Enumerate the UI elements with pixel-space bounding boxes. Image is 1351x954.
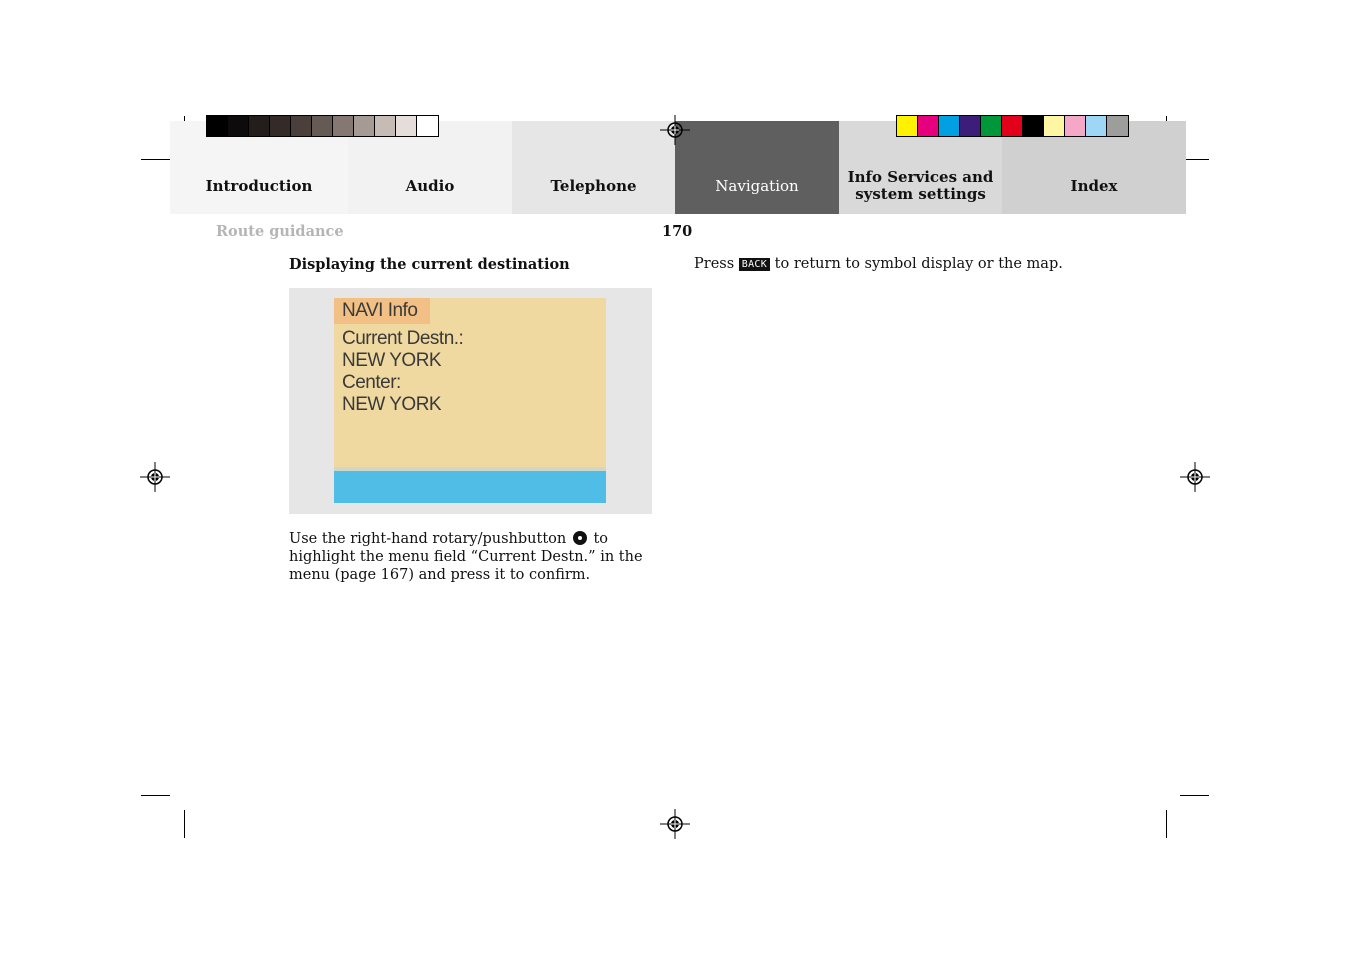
tab-telephone[interactable] bbox=[512, 121, 675, 214]
tab-label: Telephone bbox=[550, 177, 637, 195]
page-number: 170 bbox=[662, 223, 693, 240]
color-swatch bbox=[291, 116, 312, 136]
color-swatch bbox=[1044, 116, 1065, 136]
display-line: Current Destn.: bbox=[342, 328, 464, 349]
back-instruction bbox=[694, 256, 1063, 272]
color-swatch bbox=[918, 116, 939, 136]
tab-label-line2: system settings bbox=[855, 185, 986, 203]
color-swatch bbox=[939, 116, 960, 136]
color-swatch bbox=[207, 116, 228, 136]
color-swatch bbox=[354, 116, 375, 136]
grayscale-swatch-bar bbox=[206, 115, 439, 137]
display-line: NEW YORK bbox=[342, 394, 442, 415]
crop-mark bbox=[1166, 810, 1167, 838]
color-swatch bbox=[228, 116, 249, 136]
crop-mark bbox=[141, 159, 170, 160]
color-swatch bbox=[396, 116, 417, 136]
color-swatch bbox=[1023, 116, 1044, 136]
color-swatch bbox=[333, 116, 354, 136]
registration-mark-icon bbox=[660, 115, 690, 145]
registration-mark-icon bbox=[660, 809, 690, 839]
tab-label-line1: Info Services and bbox=[847, 168, 994, 186]
instruction-paragraph bbox=[289, 530, 659, 584]
color-swatch-bar bbox=[896, 115, 1129, 137]
navi-info-display bbox=[334, 298, 606, 503]
crop-mark bbox=[1180, 795, 1209, 796]
color-swatch bbox=[1086, 116, 1107, 136]
display-title: NAVI Info bbox=[334, 298, 430, 324]
color-swatch bbox=[249, 116, 270, 136]
display-status-bar bbox=[334, 471, 606, 503]
display-line: NEW YORK bbox=[342, 350, 442, 371]
color-swatch bbox=[312, 116, 333, 136]
color-swatch bbox=[981, 116, 1002, 136]
color-swatch bbox=[960, 116, 981, 136]
color-swatch bbox=[1065, 116, 1086, 136]
color-swatch bbox=[417, 116, 438, 136]
rotary-pushbutton-icon bbox=[573, 531, 587, 545]
crop-mark bbox=[141, 795, 170, 796]
color-swatch bbox=[897, 116, 918, 136]
section-heading: Displaying the current destination bbox=[289, 256, 570, 273]
tab-label: Index bbox=[1070, 177, 1118, 195]
tab-navigation[interactable] bbox=[675, 121, 839, 214]
tab-label: Introduction bbox=[205, 177, 313, 195]
instruction-text: Use the right-hand rotary/pushbutton bbox=[289, 531, 571, 547]
tab-label: Audio bbox=[405, 177, 455, 195]
color-swatch bbox=[375, 116, 396, 136]
registration-mark-icon bbox=[1180, 462, 1210, 492]
color-swatch bbox=[270, 116, 291, 136]
display-line: Center: bbox=[342, 372, 401, 393]
registration-mark-icon bbox=[140, 462, 170, 492]
section-title: Route guidance bbox=[216, 223, 344, 240]
back-key-icon: BACK bbox=[739, 258, 770, 271]
tab-label: Navigation bbox=[715, 177, 799, 195]
instruction-text: Press bbox=[694, 256, 739, 272]
instruction-text: to highlight the menu field “Current Destn.” in the menu (page 167) and press it to confirm. bbox=[289, 531, 643, 583]
instruction-text: to return to symbol display or the map. bbox=[770, 256, 1063, 272]
color-swatch bbox=[1002, 116, 1023, 136]
crop-mark bbox=[184, 810, 185, 838]
color-swatch bbox=[1107, 116, 1128, 136]
